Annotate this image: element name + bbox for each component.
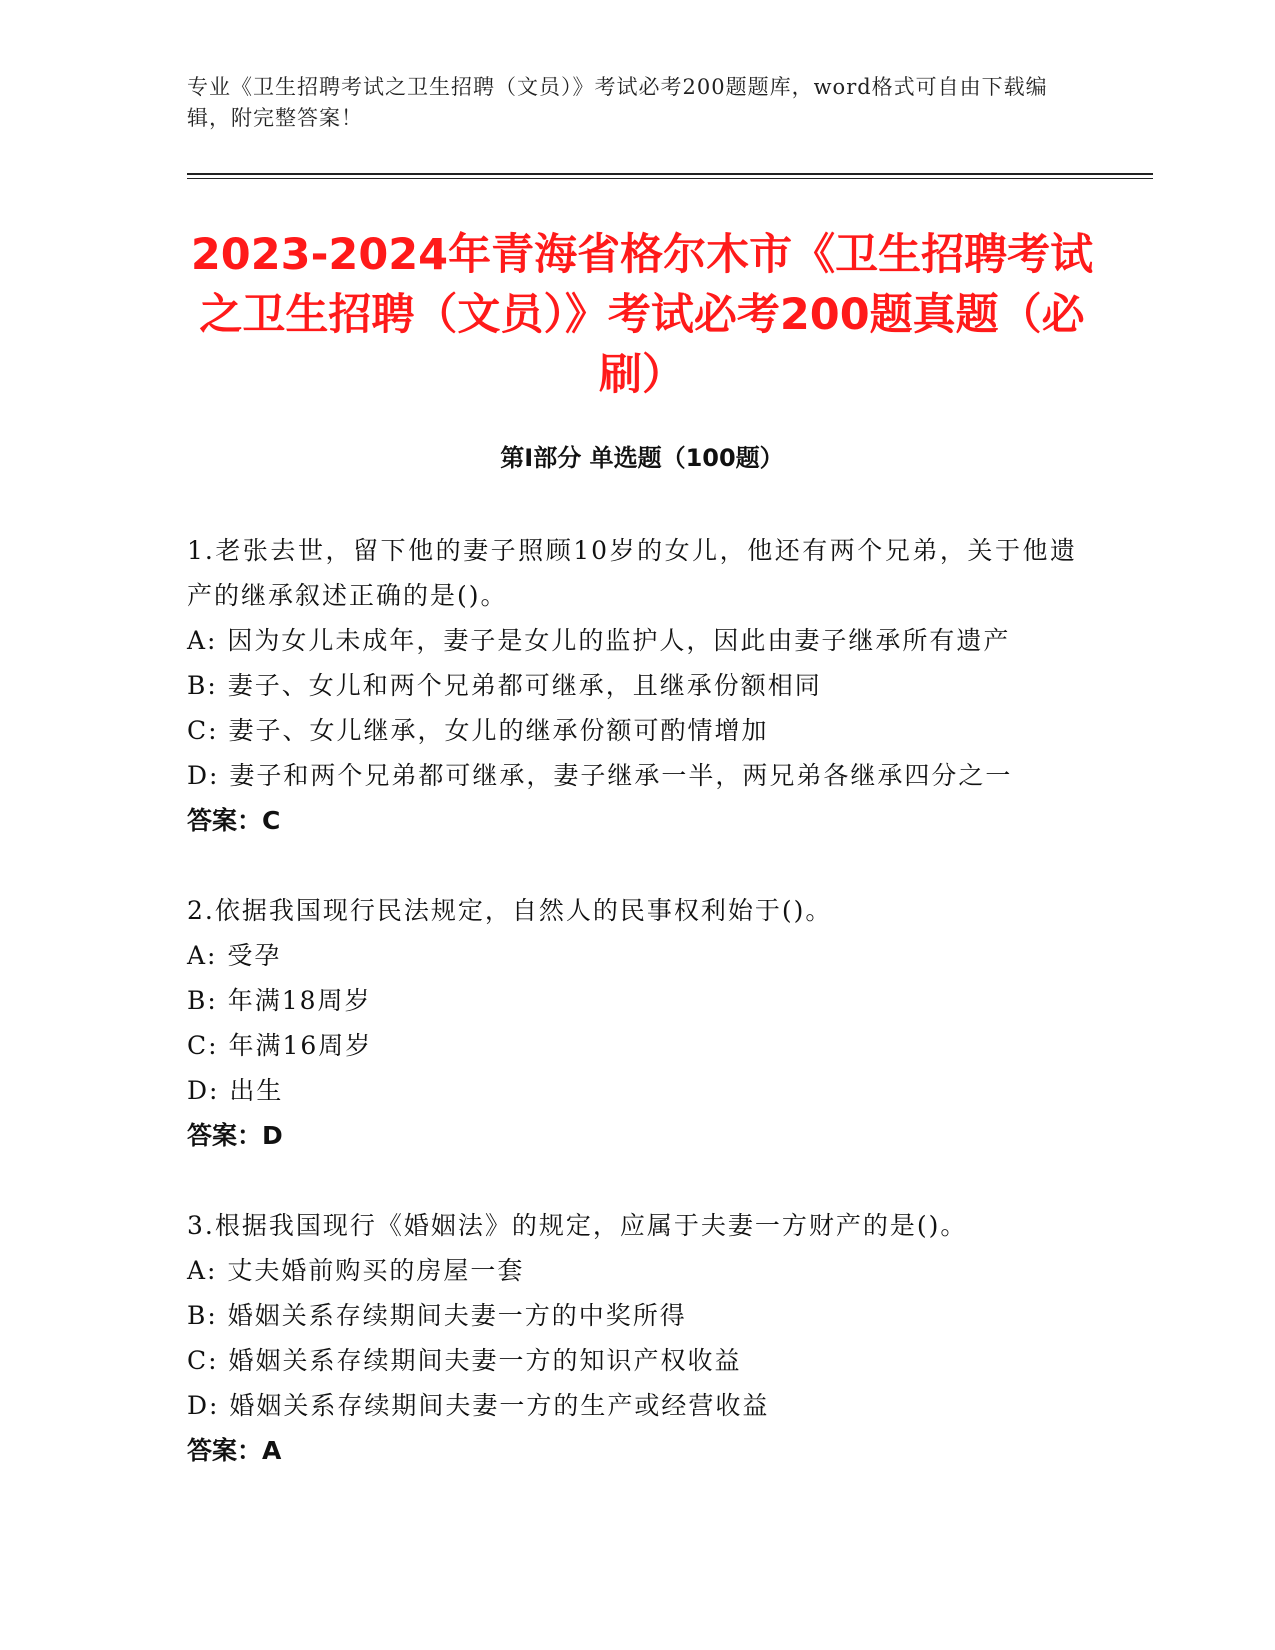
option-a: A: 丈夫婚前购买的房屋一套 — [187, 1256, 525, 1285]
option-c: C: 婚姻关系存续期间夫妻一方的知识产权收益 — [187, 1346, 742, 1375]
header-divider-thin — [187, 178, 1153, 179]
option-c: C: 妻子、女儿继承，女儿的继承份额可酌情增加 — [187, 716, 769, 745]
option-a: A: 因为女儿未成年，妻子是女儿的监护人，因此由妻子继承所有遗产 — [187, 626, 1011, 655]
answer: 答案：C — [187, 806, 281, 835]
option-b: B: 妻子、女儿和两个兄弟都可继承，且继承份额相同 — [187, 671, 822, 700]
question-3 — [187, 1203, 1077, 1474]
option-d: D: 出生 — [187, 1076, 284, 1105]
document-title: 2023-2024年青海省格尔木市《卫生招聘考试之卫生招聘（文员）》考试必考200题真题（必刷） — [190, 230, 1094, 400]
answer: 答案：D — [187, 1121, 283, 1150]
header-divider-thick — [187, 173, 1153, 175]
option-b: B: 婚姻关系存续期间夫妻一方的中奖所得 — [187, 1301, 687, 1330]
question-stem: 2.依据我国现行民法规定，自然人的民事权利始于()。 — [187, 896, 833, 925]
option-c: C: 年满16周岁 — [187, 1031, 373, 1060]
question-1 — [187, 528, 1077, 844]
question-list — [187, 528, 1077, 1518]
option-a: A: 受孕 — [187, 941, 282, 970]
question-2 — [187, 888, 1077, 1159]
section-heading: 第I部分 单选题（100题） — [500, 444, 784, 472]
option-d: D: 婚姻关系存续期间夫妻一方的生产或经营收益 — [187, 1391, 770, 1420]
answer: 答案：A — [187, 1436, 282, 1465]
question-stem: 3.根据我国现行《婚姻法》的规定，应属于夫妻一方财产的是()。 — [187, 1211, 968, 1240]
option-d: D: 妻子和两个兄弟都可继承，妻子继承一半，两兄弟各继承四分之一 — [187, 761, 1013, 790]
header-note: 专业《卫生招聘考试之卫生招聘（文员）》考试必考200题题库，word格式可自由下载编辑，附完整答案！ — [187, 75, 1048, 130]
question-stem: 1.老张去世，留下他的妻子照顾10岁的女儿，他还有两个兄弟，关于他遗产的继承叙述正确的是()。 — [187, 536, 1077, 610]
option-b: B: 年满18周岁 — [187, 986, 372, 1015]
